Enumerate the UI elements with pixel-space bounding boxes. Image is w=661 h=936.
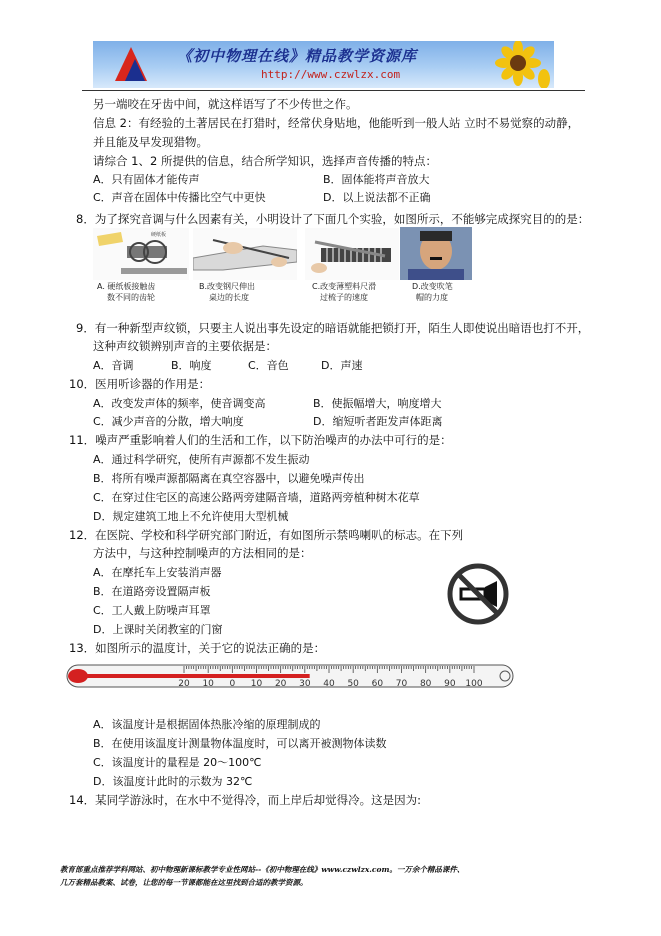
thermometer-tick-label: 70 — [395, 679, 408, 689]
option-c: C．在穿过住宅区的高速公路两旁建隔音墙，道路两旁植种树木花草 — [93, 491, 420, 504]
question-9: 9．有一种新型声纹锁，只要主人说出事先设定的暗语就能把锁打开，陌生人即使说出暗语也打不开， — [76, 321, 590, 335]
option-d: D．上课时关闭教室的门窗 — [93, 623, 223, 636]
option-a: A．在摩托车上安装消声器 — [93, 566, 222, 579]
header-divider — [82, 90, 585, 91]
option-d: D．规定建筑工地上不允许使用大型机械 — [93, 510, 289, 523]
question-12: 12．在医院、学校和科学研究部门附近，有如图所示禁鸣喇叭的标志。在下列 — [69, 528, 464, 542]
header-title: 《初中物理在线》精品教学资源库 — [177, 47, 418, 65]
option-a: A．只有固体才能传声 — [93, 173, 200, 186]
option-b: B．在使用该温度计测量物体温度时，可以离开被测物体读数 — [93, 737, 387, 750]
hard-paper-label: 硬纸板 — [151, 232, 167, 238]
experiment-a-image — [93, 228, 189, 280]
option-a: A．音调 — [93, 359, 134, 372]
thermometer-tick-label: 40 — [323, 679, 335, 689]
option-a: A．通过科学研究，使所有声源都不发生振动 — [93, 453, 310, 466]
caption-a: A. 硬纸板接触齿 — [97, 282, 156, 291]
caption-c2: 过梳子的速度 — [320, 293, 368, 302]
thermometer-tick-label: 20 — [274, 679, 287, 689]
footer-line-1: 教育部重点推荐学科网站、初中物理新课标教学专业性网站--《初中物理在线》www.czwlzx.com。一万余个精品课件、 — [60, 865, 465, 874]
option-d: D．缩短听者距发声体距离 — [313, 415, 443, 428]
question-14: 14．某同学游泳时，在水中不觉得冷，而上岸后却觉得冷。这是因为: — [69, 793, 422, 807]
experiment-b-image — [193, 228, 297, 280]
question-8: 8．为了探究音调与什么因素有关，小明设计了下面几个实验，如图所示，不能够完成探究目的的是： — [76, 212, 590, 226]
question-13: 13．如图所示的温度计，关于它的说法正确的是： — [69, 641, 326, 655]
option-a: A．改变发声体的频率，使音调变高 — [93, 397, 266, 410]
no-horn-sign-icon — [445, 561, 511, 627]
option-b: B．固体能将声音放大 — [323, 173, 430, 186]
text-line: 并且能及早发现猎物。 — [93, 135, 208, 149]
option-a: A．该温度计是根据固体热胀冷缩的原理制成的 — [93, 718, 321, 731]
option-c: C．声音在固体中传播比空气中更快 — [93, 191, 266, 204]
experiment-c-image — [305, 228, 399, 280]
caption-a2: 数不同的齿轮 — [107, 293, 155, 302]
text-line: 另一端咬在牙齿中间，就这样语写了不少传世之作。 — [93, 97, 358, 111]
option-c: C．工人戴上防噪声耳罩 — [93, 604, 211, 617]
text-line: 信息 2：有经验的土著居民在打猎时，经常伏身贴地，他能听到一般人站 立时不易觉察的动静， — [93, 116, 580, 130]
thermometer-tick-label: 80 — [419, 679, 432, 689]
sunflower-icon — [494, 41, 554, 88]
caption-d2: 帽的力度 — [416, 293, 448, 302]
experiment-d-image — [400, 227, 472, 280]
option-d: D．以上说法都不正确 — [323, 191, 431, 204]
option-b: B．在道路旁设置隔声板 — [93, 585, 211, 598]
thermometer-tick-label: 60 — [371, 679, 384, 689]
header-url[interactable]: http://www.czwlzx.com — [261, 68, 401, 81]
question-10: 10．医用听诊器的作用是： — [69, 377, 211, 391]
thermometer-figure — [66, 663, 516, 689]
thermometer-tick-label: 100 — [465, 679, 483, 689]
thermometer-tick-label: 10 — [202, 679, 214, 689]
caption-d: D.改变吹笔 — [412, 282, 453, 291]
caption-c: C.改变薄塑料尺滑 — [312, 282, 377, 291]
thermometer-tick-label: 10 — [250, 679, 263, 689]
triangle-logo-icon — [107, 41, 157, 88]
option-b: B．响度 — [171, 359, 212, 372]
thermometer-liquid — [78, 674, 310, 678]
option-c: C．该温度计的量程是 20～100℃ — [93, 756, 262, 769]
caption-b: B.改变钢尺伸出 — [199, 282, 256, 291]
question-9-line2: 这种声纹锁辨别声音的主要依据是： — [93, 339, 277, 353]
option-d: D．该温度计此时的示数为 32℃ — [93, 775, 253, 788]
option-c: C．减少声音的分散，增大响度 — [93, 415, 244, 428]
option-b: B．将所有噪声源都隔离在真空容器中，以避免噪声传出 — [93, 472, 365, 485]
option-d: D．声速 — [321, 359, 363, 372]
question-11: 11．噪声严重影响着人们的生活和工作，以下防治噪声的办法中可行的是： — [69, 433, 452, 447]
header-banner — [93, 41, 554, 88]
text-line: 请综合 1、2 所提供的信息，结合所学知识，选择声音传播的特点： — [93, 154, 437, 168]
thermometer-tick-label: 90 — [444, 679, 456, 689]
option-b: B．使振幅增大，响度增大 — [313, 397, 442, 410]
question-12-line2: 方法中，与这种控制噪声的方法相同的是： — [93, 546, 312, 560]
thermometer-tick-label: 20 — [178, 679, 190, 689]
option-c: C．音色 — [248, 359, 289, 372]
thermometer-tick-label: 30 — [299, 679, 311, 689]
footer-line-2: 几万套精品教案、试卷，让您的每一节课都能在这里找到合适的教学资源。 — [60, 878, 308, 887]
caption-b2: 桌边的长度 — [209, 293, 249, 302]
thermometer-tick-label: 0 — [229, 679, 236, 689]
thermometer-tick-label: 50 — [347, 679, 359, 689]
